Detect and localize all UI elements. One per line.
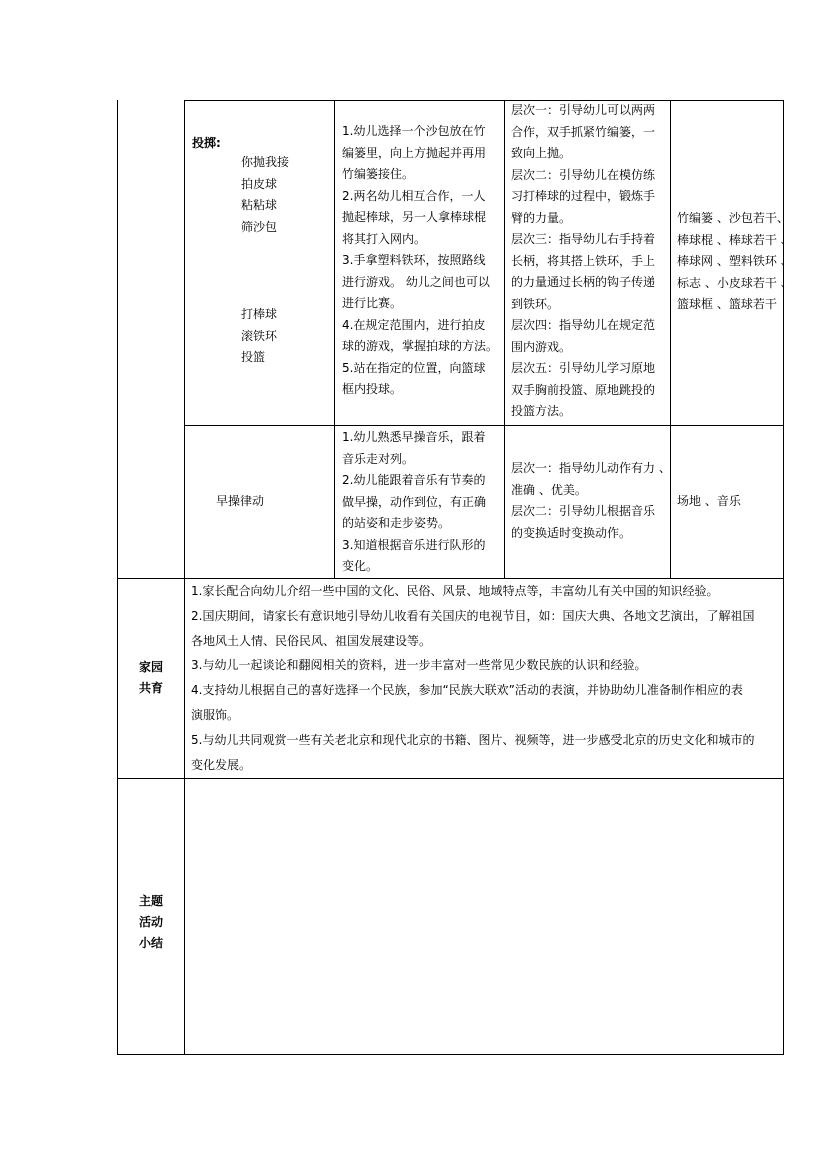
goal-line: 音乐走对列。 — [342, 451, 415, 466]
level-line: 层次一：指导幼儿动作有力 、 — [511, 461, 671, 475]
level-line: 围内游戏。 — [511, 339, 572, 354]
label-line: 主题 — [139, 894, 164, 908]
goal-line: 将其打入网内。 — [342, 231, 427, 246]
level-line: 的力量通过长柄的钩子传递 — [511, 275, 656, 289]
label-line: 家园 — [139, 660, 164, 674]
material-line: 棒球棍 、棒球若干 、 — [677, 232, 793, 247]
home-school-line: 变化发展。 — [191, 757, 252, 772]
goal-line: 进行游戏。 幼儿之间也可以 — [342, 274, 490, 289]
home-school-line: 5.与幼儿共同观赏一些有关老北京和现代北京的书籍、图片、视频等，进一步感受北京的历史文化和城市的 — [191, 732, 755, 747]
goal-line: 进行比赛。 — [342, 296, 403, 310]
material-line: 篮球框 、篮球若干 — [677, 297, 777, 311]
goal-line: 抛起棒球，另一人拿棒球棍 — [342, 210, 487, 224]
level-line: 的变换适时变换动作。 — [511, 525, 632, 540]
home-school-line: 4.支持幼儿根据自己的喜好选择一个民族，参加“民族大联欢”活动的表演，并协助幼儿准备制作相应的表 — [191, 683, 743, 698]
morning-exercise-name: 早操律动 — [216, 494, 265, 508]
goal-line: 5.站在指定的位置，向篮球 — [342, 360, 486, 375]
level-line: 长柄，将其搭上铁环，手上 — [511, 253, 656, 268]
levels-column-divider — [504, 100, 505, 578]
level-line: 层次二：引导幼儿在模仿练 — [511, 167, 656, 182]
goal-line: 4.在规定范围内，进行拍皮 — [342, 317, 486, 332]
level-line: 双手胸前投篮、原地跳投的 — [511, 382, 656, 397]
goal-line: 的站姿和走步姿势。 — [342, 516, 451, 530]
game-item: 你抛我接 — [241, 155, 290, 169]
goal-line: 编篓里，向上方抛起并再用 — [342, 145, 487, 160]
home-school-line: 演服饰。 — [191, 708, 240, 722]
goal-line: 变化。 — [342, 559, 379, 573]
game-item: 投篮 — [241, 350, 266, 364]
game-item: 滚铁环 — [241, 328, 278, 343]
level-line: 层次一：引导幼儿可以两两 — [511, 103, 656, 117]
goal-line: 3.手拿塑料铁环，按照路线 — [342, 253, 486, 267]
level-line: 层次二：引导幼儿根据音乐 — [511, 504, 656, 518]
level-line: 层次五：引导幼儿学习原地 — [511, 361, 656, 375]
home-school-line: 1.家长配合向幼儿介绍一些中国的文化、民俗、风景、地域特点等，丰富幼儿有关中国的知识经验。 — [191, 584, 719, 598]
label-line: 共育 — [139, 681, 164, 695]
level-line: 合作，双手抓紧竹编篓，一 — [511, 124, 656, 139]
goal-line: 1.幼儿选择一个沙包放在竹 — [342, 124, 486, 138]
label-line: 活动 — [139, 915, 164, 929]
row-divider-1 — [184, 425, 784, 426]
level-line: 臂的力量。 — [511, 210, 572, 225]
theme-summary-content — [185, 779, 783, 1054]
game-item: 筛沙包 — [241, 219, 278, 234]
level-line: 投篮方法。 — [511, 404, 572, 418]
goals-column-divider — [334, 100, 335, 578]
row-divider-2 — [117, 578, 784, 579]
game-item: 打棒球 — [241, 307, 278, 321]
game-item: 粘粘球 — [241, 198, 278, 212]
goal-line: 框内投球。 — [342, 382, 403, 396]
home-school-line: 2.国庆期间，请家长有意识地引导幼儿收看有关国庆的电视节目，如：国庆大典、各地文艺演出，了解祖国 — [191, 608, 755, 623]
goal-line: 2.幼儿能跟着音乐有节奏的 — [342, 473, 486, 487]
home-school-line: 3.与幼儿一起谈论和翻阅相关的资料，进一步丰富对一些常见少数民族的认识和经验。 — [191, 658, 647, 673]
goal-line: 1.幼儿熟悉早操音乐，跟着 — [342, 430, 486, 444]
table-bottom-border — [117, 1054, 784, 1055]
game-item: 拍皮球 — [241, 176, 278, 191]
level-line: 到铁环。 — [511, 296, 560, 311]
level-line: 层次三：指导幼儿右手持着 — [511, 232, 656, 246]
goal-line: 3.知道根据音乐进行队形的 — [342, 537, 486, 552]
level-line: 致向上抛。 — [511, 146, 572, 160]
goal-line: 竹编篓接住。 — [342, 167, 415, 181]
level-line: 习打棒球的过程中，锻炼手 — [511, 189, 656, 203]
level-line: 层次四：指导幼儿在规定范 — [511, 318, 656, 332]
goal-line: 球的游戏，掌握拍球的方法。 — [342, 339, 499, 353]
goal-line: 2.两名幼儿相互合作，一人 — [342, 188, 486, 203]
material-line: 标志 、小皮球若干 、 — [677, 275, 793, 290]
materials-column-divider — [670, 100, 671, 578]
goal-line: 做早操，动作到位，有正确 — [342, 494, 487, 509]
label-line: 小结 — [139, 936, 164, 950]
material-line: 场地 、音乐 — [677, 494, 741, 508]
home-school-line: 各地风土人情、民俗民风、祖国发展建设等。 — [191, 633, 432, 648]
throwing-heading: 投掷: — [192, 136, 221, 150]
level-line: 准确 、优美。 — [511, 482, 587, 497]
material-line: 棒球网 、塑料铁环 、 — [677, 254, 793, 268]
top-border-inner — [184, 100, 784, 101]
material-line: 竹编篓 、沙包若干、 — [677, 211, 789, 225]
